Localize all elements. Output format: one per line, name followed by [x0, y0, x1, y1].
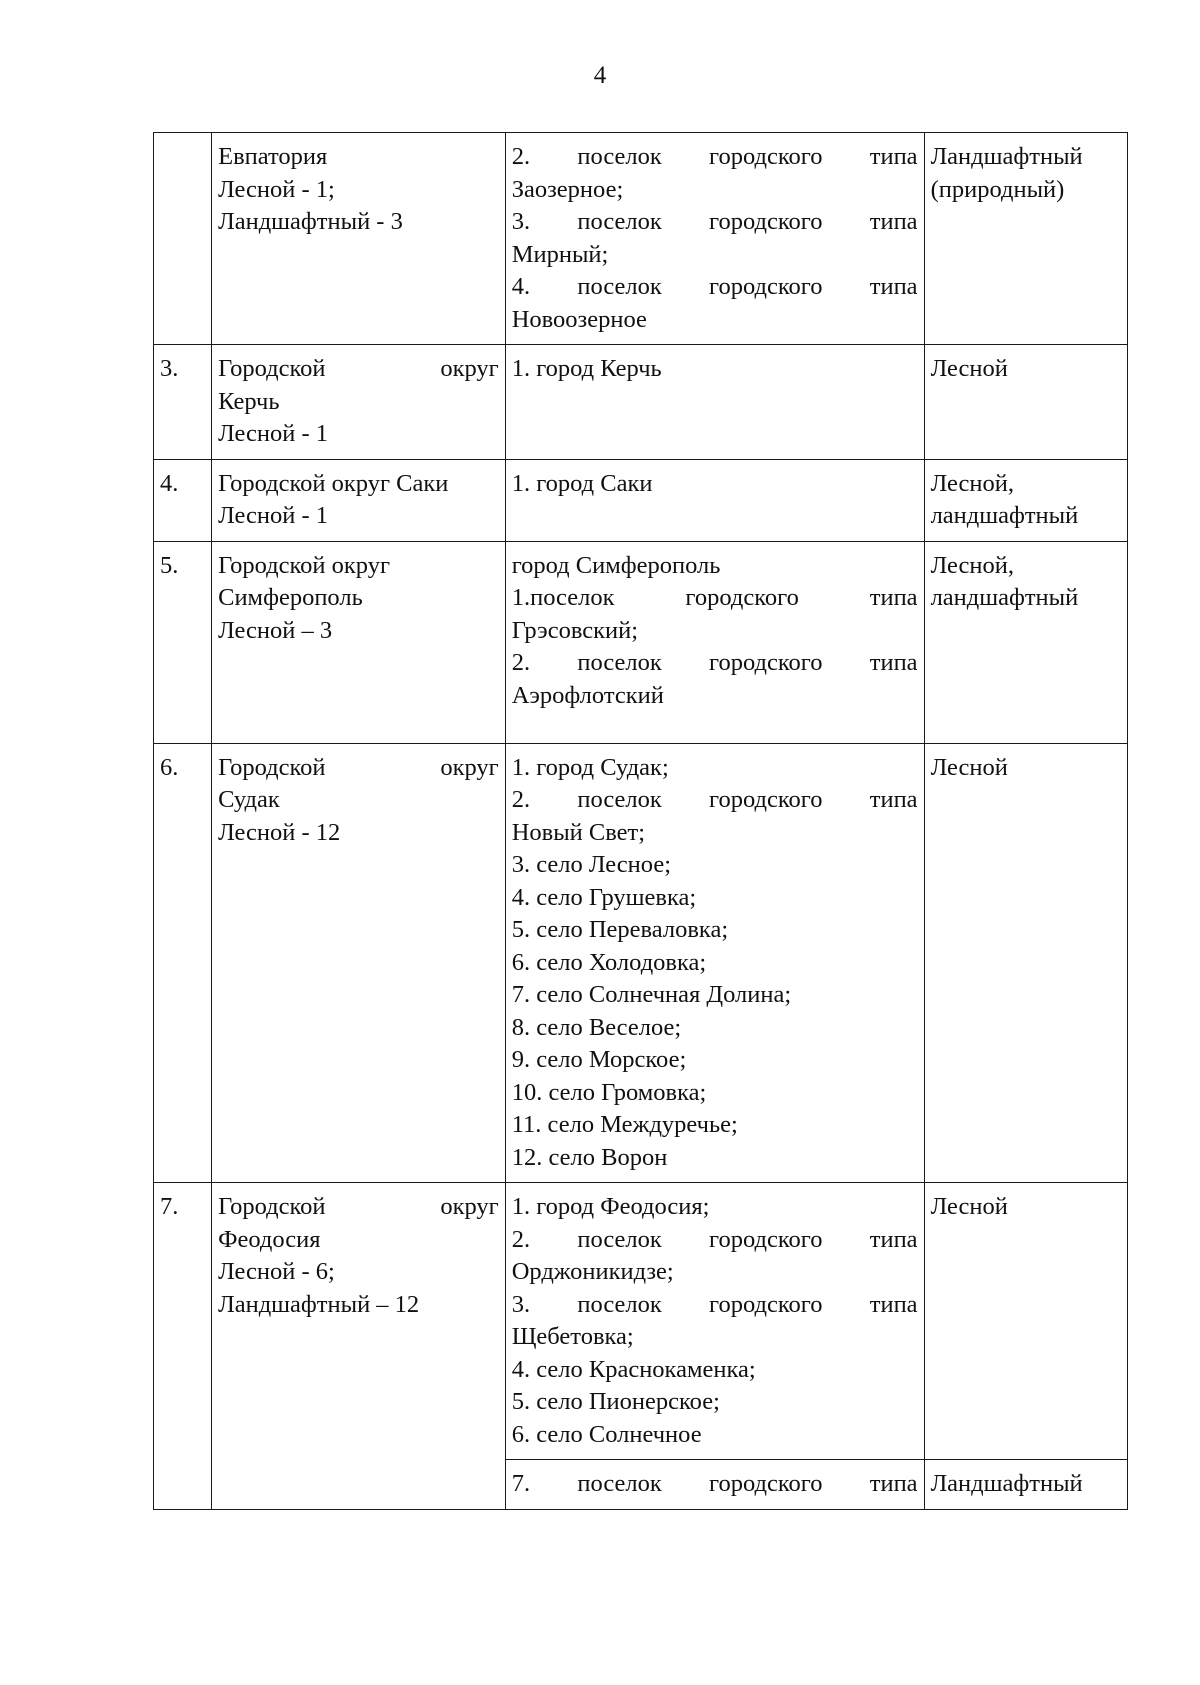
cell-resort-type — [924, 1460, 1127, 1510]
text-line: Лесной — [930, 1193, 1008, 1220]
cell-settlements — [505, 541, 924, 743]
justified-line — [512, 582, 918, 615]
word: 2. — [511, 649, 531, 676]
table-row — [154, 345, 1128, 460]
text-line: город Симферополь — [511, 551, 721, 579]
text-line: 6. село Солнечное — [511, 1420, 702, 1448]
cell-municipality — [212, 743, 506, 1183]
text-line: Орджоникидзе; — [511, 1258, 674, 1285]
text-line: 11. село Междуречье; — [511, 1111, 738, 1138]
cell-settlements — [505, 1183, 924, 1460]
word: городского — [709, 273, 823, 300]
text-line: 3. село Лесное; — [511, 851, 672, 878]
table-row — [154, 133, 1128, 345]
cell-municipality — [212, 541, 506, 743]
word: типа — [869, 1470, 918, 1497]
word: Городской — [218, 1193, 326, 1220]
word: типа — [869, 1290, 918, 1318]
text-line: 7. село Солнечная Долина; — [511, 981, 792, 1008]
word: 2. — [511, 143, 531, 170]
word: городского — [709, 143, 823, 170]
text-line: Лесной - 1 — [218, 502, 329, 529]
text-line: Щебетовка; — [511, 1323, 634, 1350]
justified-line — [512, 647, 918, 680]
text-line: ландшафтный — [930, 502, 1079, 529]
word: типа — [869, 208, 918, 235]
text-line: Городской округ Саки — [218, 469, 449, 497]
cell-number — [154, 133, 212, 345]
justified-line — [512, 1289, 918, 1322]
cell-number: 6. — [154, 743, 212, 1183]
text-line: Ландшафтный - 3 — [218, 208, 403, 235]
cell-municipality — [212, 133, 506, 345]
text-line: ландшафтный — [930, 584, 1079, 611]
cell-resort-type — [924, 345, 1127, 460]
text-line: Керчь — [218, 387, 280, 415]
justified-line — [218, 1191, 499, 1224]
word: 4. — [511, 273, 531, 300]
text-line: Мирный; — [511, 240, 609, 268]
word: городского — [709, 649, 823, 676]
text-line: 1. город Феодосия; — [511, 1193, 710, 1220]
word: округ — [440, 1193, 499, 1220]
text-line: Городской округ — [218, 551, 391, 579]
word: городского — [709, 786, 823, 813]
text-line: Грэсовский; — [511, 616, 639, 644]
word: городского — [709, 1225, 823, 1253]
text-line: 10. село Громовка; — [511, 1078, 707, 1106]
word: типа — [869, 273, 918, 300]
table-body — [154, 133, 1128, 1510]
text-line: 1. город Судак; — [511, 753, 669, 781]
cell-municipality — [212, 1183, 506, 1510]
text-line: Лесной - 1 — [218, 420, 329, 447]
justified-line — [218, 353, 499, 386]
word: городского — [709, 208, 823, 235]
text-line: Новоозерное — [511, 305, 647, 333]
cell-settlements — [505, 345, 924, 460]
text-line: Лесной, — [930, 469, 1014, 497]
cell-resort-type — [924, 743, 1127, 1183]
word: типа — [869, 1225, 918, 1253]
text-line: 8. село Веселое; — [511, 1013, 682, 1041]
text-line: Ландшафтный — [930, 1470, 1083, 1497]
text-line: 4. село Грушевка; — [511, 883, 697, 911]
cell-number: 7. — [154, 1183, 212, 1510]
text-line: Заозерное; — [511, 175, 624, 203]
text-line: 6. село Холодовка; — [511, 948, 707, 976]
word: округ — [440, 355, 499, 382]
text-line: Ландшафтный — [930, 143, 1083, 170]
word: городского — [685, 584, 799, 611]
text-line: 1. город Керчь — [511, 355, 662, 382]
table-row — [154, 459, 1128, 541]
text-line: Лесной – 3 — [218, 616, 333, 644]
text-line: Ландшафтный – 12 — [218, 1290, 420, 1318]
justified-line — [512, 206, 918, 239]
text-line: Лесной — [930, 355, 1008, 382]
justified-line — [512, 141, 918, 174]
text-line: 12. село Ворон — [511, 1143, 668, 1171]
cell-resort-type — [924, 459, 1127, 541]
text-line: Аэрофлотский — [511, 681, 664, 709]
cell-number: 3. — [154, 345, 212, 460]
word: 3. — [511, 208, 531, 235]
justified-line — [512, 1468, 918, 1501]
text-line: Симферополь — [218, 584, 363, 611]
word: поселок — [577, 649, 662, 676]
word: округ — [440, 753, 499, 781]
word: Городской — [218, 753, 326, 781]
word: городского — [709, 1290, 823, 1318]
text-line: Лесной — [930, 753, 1008, 781]
text-line: Новый Свет; — [511, 818, 646, 846]
word: поселок — [577, 273, 662, 300]
text-line: Феодосия — [218, 1225, 321, 1253]
justified-line — [218, 752, 499, 785]
text-line: Судак — [218, 786, 280, 813]
text-line: Лесной - 1; — [218, 175, 335, 203]
word: Городской — [218, 355, 326, 382]
word: 1.поселок — [511, 584, 615, 611]
cell-settlements — [505, 459, 924, 541]
cell-settlements — [505, 1460, 924, 1510]
word: 7. — [511, 1470, 531, 1497]
text-line: (природный) — [930, 175, 1065, 203]
word: типа — [869, 584, 918, 611]
text-line: 9. село Морское; — [511, 1046, 687, 1073]
text-line: 5. село Переваловка; — [511, 916, 729, 943]
word: 3. — [511, 1290, 531, 1318]
word: поселок — [577, 143, 662, 170]
cell-resort-type — [924, 541, 1127, 743]
text-line: Лесной - 6; — [218, 1258, 335, 1285]
word: поселок — [577, 786, 662, 813]
word: поселок — [577, 1470, 662, 1497]
word: поселок — [577, 1290, 662, 1318]
justified-line — [512, 271, 918, 304]
cell-number: 4. — [154, 459, 212, 541]
word: 2. — [511, 1225, 531, 1253]
word: типа — [869, 143, 918, 170]
cell-settlements — [505, 133, 924, 345]
table-row — [154, 541, 1128, 743]
word: городского — [709, 1470, 823, 1497]
justified-line — [512, 784, 918, 817]
justified-line — [512, 1224, 918, 1257]
word: поселок — [577, 208, 662, 235]
word: типа — [869, 649, 918, 676]
word: 2. — [511, 786, 531, 813]
table-row — [154, 1183, 1128, 1460]
page-number: 4 — [593, 62, 607, 89]
text-line: 4. село Краснокаменка; — [511, 1355, 756, 1383]
text-line: 1. город Саки — [511, 469, 653, 497]
text-line: 5. село Пионерское; — [511, 1388, 720, 1415]
resort-areas-table — [153, 132, 1128, 1510]
cell-resort-type — [924, 1183, 1127, 1460]
text-line: Лесной - 12 — [218, 818, 341, 846]
word: поселок — [577, 1225, 662, 1253]
cell-municipality — [212, 459, 506, 541]
cell-municipality — [212, 345, 506, 460]
cell-number: 5. — [154, 541, 212, 743]
text-line: Евпатория — [218, 143, 328, 170]
cell-settlements — [505, 743, 924, 1183]
table-row — [154, 743, 1128, 1183]
word: типа — [869, 786, 918, 813]
text-line: Лесной, — [930, 551, 1014, 579]
cell-resort-type — [924, 133, 1127, 345]
